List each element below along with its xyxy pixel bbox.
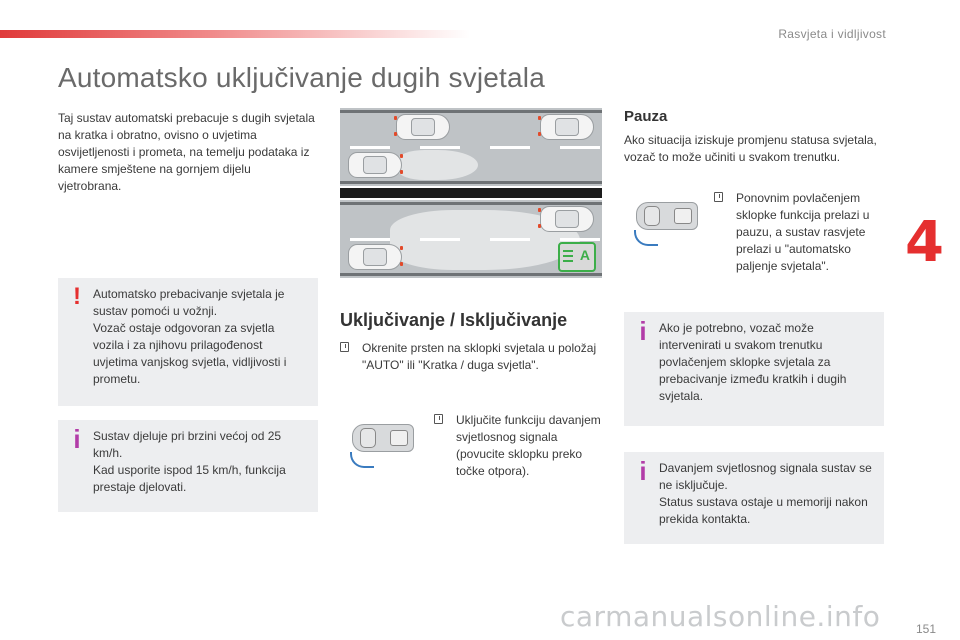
car-icon: [540, 206, 594, 232]
toggle-step-text: Okrenite prsten na sklopki svjetala u položaj "AUTO" ili "Kratka / duga svjetla".: [362, 341, 597, 372]
step-bullet-icon: [434, 414, 443, 424]
chapter-number: 4: [905, 210, 944, 275]
light-stalk-icon: [346, 418, 420, 474]
indicator-letter: A: [579, 247, 590, 263]
toggle-heading: Uključivanje / Isključivanje: [340, 310, 568, 330]
warning-exclamation-icon: !: [73, 283, 81, 310]
step-bullet-icon: [714, 192, 723, 202]
manual-override-note: [624, 312, 884, 426]
auto-high-beam-indicator-icon: [558, 242, 596, 272]
light-stalk-icon: [630, 196, 704, 252]
step-bullet-icon: [340, 342, 349, 352]
road-scene-clear: [340, 200, 602, 278]
pause-action-text: Ponovnim povlačenjem sklopke funkcija prelazi u pauzu, a sustav rasvjete prelazi u "automatsko paljenje svjetala".: [736, 191, 870, 273]
car-icon: [540, 114, 594, 140]
car-icon: [348, 152, 402, 178]
figure-divider: [340, 188, 602, 198]
memory-note: [624, 452, 884, 544]
warning-note: [58, 278, 318, 406]
speed-info-text: Sustav djeluje pri brzini većoj od 25 km/h. Kad usporite ispod 15 km/h, funkcija prestaje djelovati.: [93, 429, 286, 494]
info-icon: i: [639, 316, 647, 346]
car-icon: [396, 114, 450, 140]
page-title: Automatsko uključivanje dugih svjetala: [58, 62, 545, 93]
page-number: 151: [915, 622, 936, 636]
high-beam-road-illustration: [340, 108, 602, 278]
speed-info-note: [58, 420, 318, 512]
section-title: Rasvjeta i vidljivost: [778, 27, 886, 41]
info-icon: i: [73, 424, 81, 454]
car-icon: [348, 244, 402, 270]
pause-intro-text: Ako situacija iziskuje promjenu statusa svjetala, vozač to može učiniti u svakom trenutku.: [624, 133, 877, 164]
watermark: carmanualsonline.info: [560, 600, 881, 633]
info-icon: i: [639, 456, 647, 486]
intro-paragraph: Taj sustav automatski prebacuje s dugih svjetala na kratka i obratno, ovisno o uvjetima osvijetljenosti i prometa, na temelju podataka iz kamere smještene na gornjem dijelu vjetrobrana.: [58, 111, 315, 193]
toggle-action-text: Uključite funkciju davanjem svjetlosnog signala (povucite sklopku preko točke otpora).: [456, 413, 601, 478]
pause-heading: Pauza: [624, 108, 668, 125]
manual-override-text: Ako je potrebno, vozač može intervenirati u svakom trenutku povlačenjem sklopke svjetala za prebacivanje između kratkih i dugih svjetala.: [659, 321, 847, 403]
header-accent-bar: [0, 30, 470, 38]
memory-note-text: Davanjem svjetlosnog signala sustav se ne isključuje. Status sustava ostaje u memoriji nakon prekida kontakta.: [659, 461, 872, 526]
warning-note-text: Automatsko prebacivanje svjetala je sustav pomoći u vožnji. Vozač ostaje odgovoran za svjetla vozila i za njihovu prilagođenost uvjetima vanjskog svjetla, vidljivosti i prometu.: [93, 287, 287, 386]
road-scene-oncoming: [340, 108, 602, 186]
